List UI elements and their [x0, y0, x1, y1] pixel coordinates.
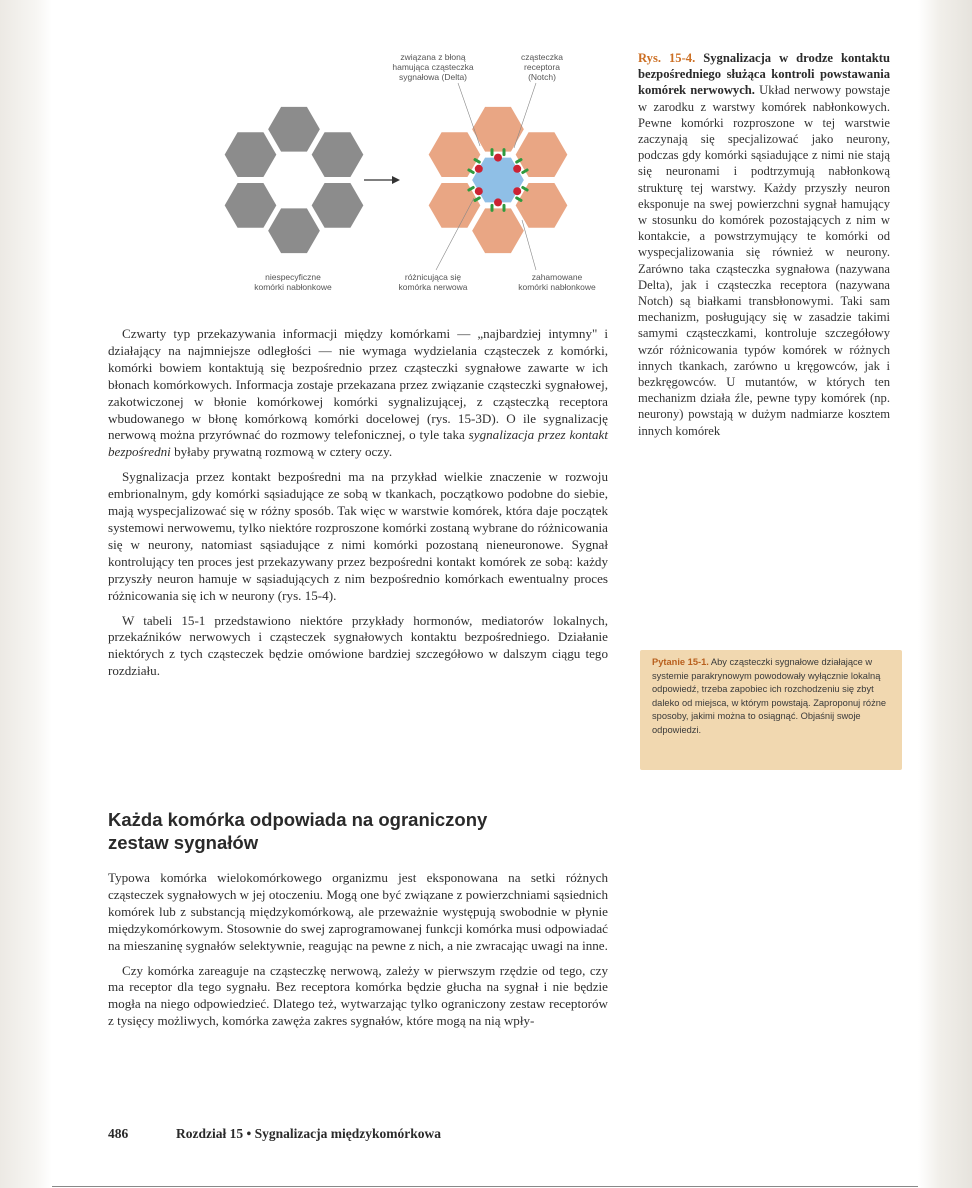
delta-ligand [475, 165, 483, 173]
differentiating-cells-cluster [428, 106, 569, 254]
section-heading: Każda komórka odpowiada na ograniczony zestaw sygnałów [108, 809, 488, 853]
label-notch: cząsteczka receptora (Notch) [520, 52, 564, 82]
question-label: Pytanie 15-1. [652, 657, 709, 667]
unspecified-cell [311, 182, 365, 229]
bottom-rule [52, 1186, 918, 1187]
main-text-bottom [108, 870, 608, 1030]
caption-number: Rys. 15-4. [638, 51, 696, 65]
paragraph-embryonic: Sygnalizacja przez kontakt bezpośredni ma na przykład wielkie znaczenie w rozwoju embrionalnym, gdy komórki sąsiadujące ze sobą w tkankach, początkowo podobne do siebie, mają wyspecjalizować się w różny sposób. Tak więc w warstwie komórek, która daje początek systemowi nerwowemu, tylko niektóre rozproszone komórki zostaną wybrane do różnicowania się w neurony, natomiast sąsiadujące z nimi komórki pozostaną nieneuronowe. Sygnał kontrolujący ten proces jest przekazywany przez bezpośredni kontakt komórek ze sobą: każdy przyszły neuron hamuje w sąsiadujących z nim bezpośrednio komórkach ewentualny proces różnicowania się ich w neurony (rys. 15-4). [108, 469, 608, 603]
label-inhibited: zahamowane komórki nabłonkowe [518, 272, 596, 292]
caption-title: Sygnalizacja w drodze kontaktu bezpośredniego służąca kontroli powstawania komórek nerwowych. [638, 51, 891, 98]
delta-ligand [475, 187, 483, 195]
delta-ligand [513, 165, 521, 173]
main-text-top [108, 326, 608, 680]
unspecified-cell [267, 106, 321, 153]
paragraph-text: Czwarty typ przekazywania informacji między komórkami — „najbardziej intymny" i działający na najmniejsze odległości — nie wymaga wydzielania cząsteczek z komórki, komórki bowiem kontaktują się bezpośrednio przez cząsteczki sygnałowe zawarte w ich błonach komórkowych. Informacja zostaje przekazana przez związanie cząsteczki sygnałowej, zakotwiczonej w błonie komórkowej komórki sygnalizującej, z cząsteczką receptora wbudowanego w błonę komórkową komórki docelowej (rys. 15-3D). O ile sygnalizację nerwową można przyrównać do rozmowy telefonicznej, o tyle taka [108, 326, 608, 443]
label-differentiating: różnicująca się komórka nerwowa [398, 272, 468, 292]
unspecified-cell [224, 182, 278, 229]
arrow-icon [364, 176, 400, 184]
paragraph-contact-signaling [108, 326, 608, 461]
italic-term: sygnalizacja przez kontakt bezpośredni [108, 427, 608, 460]
epithelial-cell [471, 106, 525, 153]
label-delta: związana z błoną hamująca cząsteczka sygnałowa (Delta) [392, 52, 474, 82]
unspecified-cells-cluster [224, 106, 365, 254]
caption-text: Układ nerwowy powstaje w zarodku z warstwy komórek nabłonkowych. Pewne komórki rozproszone w tej warstwie zaczynają się specjalizować jako neurony, podczas gdy komórki sąsiadujące z nimi nie stają się neuronami i podtrzymują nabłonkową strukturę tej warstwy. Każdy przyszły neuron eksponuje na swej powierzchni sygnał hamujący w stosunku do komórek pozostających z nim w kontakcie, a powstrzymujący te komórki od wyspecjalizowania się również w neurony. Zarówno taka cząsteczka sygnałowa (nazywana Delta), jak i cząsteczka receptora (nazywana Notch) są białkami transbłonowymi. Taki sam mechanizm, posługujący się w zasadzie takimi samymi cząsteczkami, kontroluje szczegółowy wzór różnicowania typów komórek w różnych innych tkankach, zarówno u kręgowców, jak i bezkręgowców. U mutantów, w których ten mechanizm działa źle, pewne typy komórek (np. neurony) powstają w dużym nadmiarze kosztem innych komórek [638, 83, 890, 438]
delta-ligand [513, 187, 521, 195]
page-edge-right [918, 0, 972, 1188]
unspecified-cell [267, 207, 321, 254]
question-text-block [652, 656, 894, 738]
paragraph-typical-cell: Typowa komórka wielokomórkowego organizmu jest eksponowana na setki różnych cząsteczek sygnałowych w jej otoczeniu. Mogą one być związane z powierzchniami sąsiednich komórek lub z substancją międzykomórkową, ale przeważnie występują swobodnie w płynie międzykomórkowym. Stosownie do swej zaprogramowanej funkcji komórka musi odpowiadać na mieszaninę sygnałów selektywnie, reagując na pewne z nich, a nie zwracając uwagi na inne. [108, 870, 608, 953]
epithelial-cell [471, 207, 525, 254]
running-chapter-title: Rozdział 15 • Sygnalizacja międzykomórkowa [176, 1126, 441, 1141]
figure-caption [638, 50, 890, 439]
page-edge-left [0, 0, 52, 1188]
page-number: 486 [108, 1126, 129, 1141]
label-unspecified: niespecyficzne komórki nabłonkowe [254, 272, 332, 292]
unspecified-cell [311, 131, 365, 178]
nerve-cell [471, 157, 525, 204]
unspecified-cell [224, 131, 278, 178]
question-body: Aby cząsteczki sygnałowe działające w systemie parakrynowym powodowały wyłącznie lokalną odpowiedź, trzeba zapobiec ich rozchodzeniu się zbyt daleko od miejsca, w którym powstają. Zaproponuj różne sposoby, jakimi można to osiągnąć. Objaśnij swoje odpowiedzi. [652, 657, 887, 735]
paragraph-receptor: Czy komórka zareaguje na cząsteczkę nerwową, zależy w pierwszym rzędzie od tego, czy ma receptor dla tego sygnału. Bez receptora komórka będzie głucha na sygnał i nie będzie mogła na niego odpowiedzieć. Dlatego też, wytwarzając tylko ograniczony zestaw receptorów z tysięcy możliwych, komórka zawęża zakres sygnałów, które mogą na nią wpły- [108, 962, 608, 1029]
paragraph-text-end: byłaby prywatną rozmową w cztery oczy. [170, 444, 393, 460]
delta-ligand [494, 198, 502, 206]
figure-15-4 [218, 48, 618, 298]
figure-diagram [218, 48, 618, 298]
delta-ligand [494, 154, 502, 162]
paragraph-table-reference: W tabeli 15-1 przedstawiono niektóre przykłady hormonów, mediatorów lokalnych, przekaźników nerwowych i cząsteczek sygnałowych kontaktu bezpośredniego. Działanie niektórych z tych cząsteczek będzie omówione bardziej szczegółowo w dalszym ciągu tego rozdziału. [108, 612, 608, 679]
